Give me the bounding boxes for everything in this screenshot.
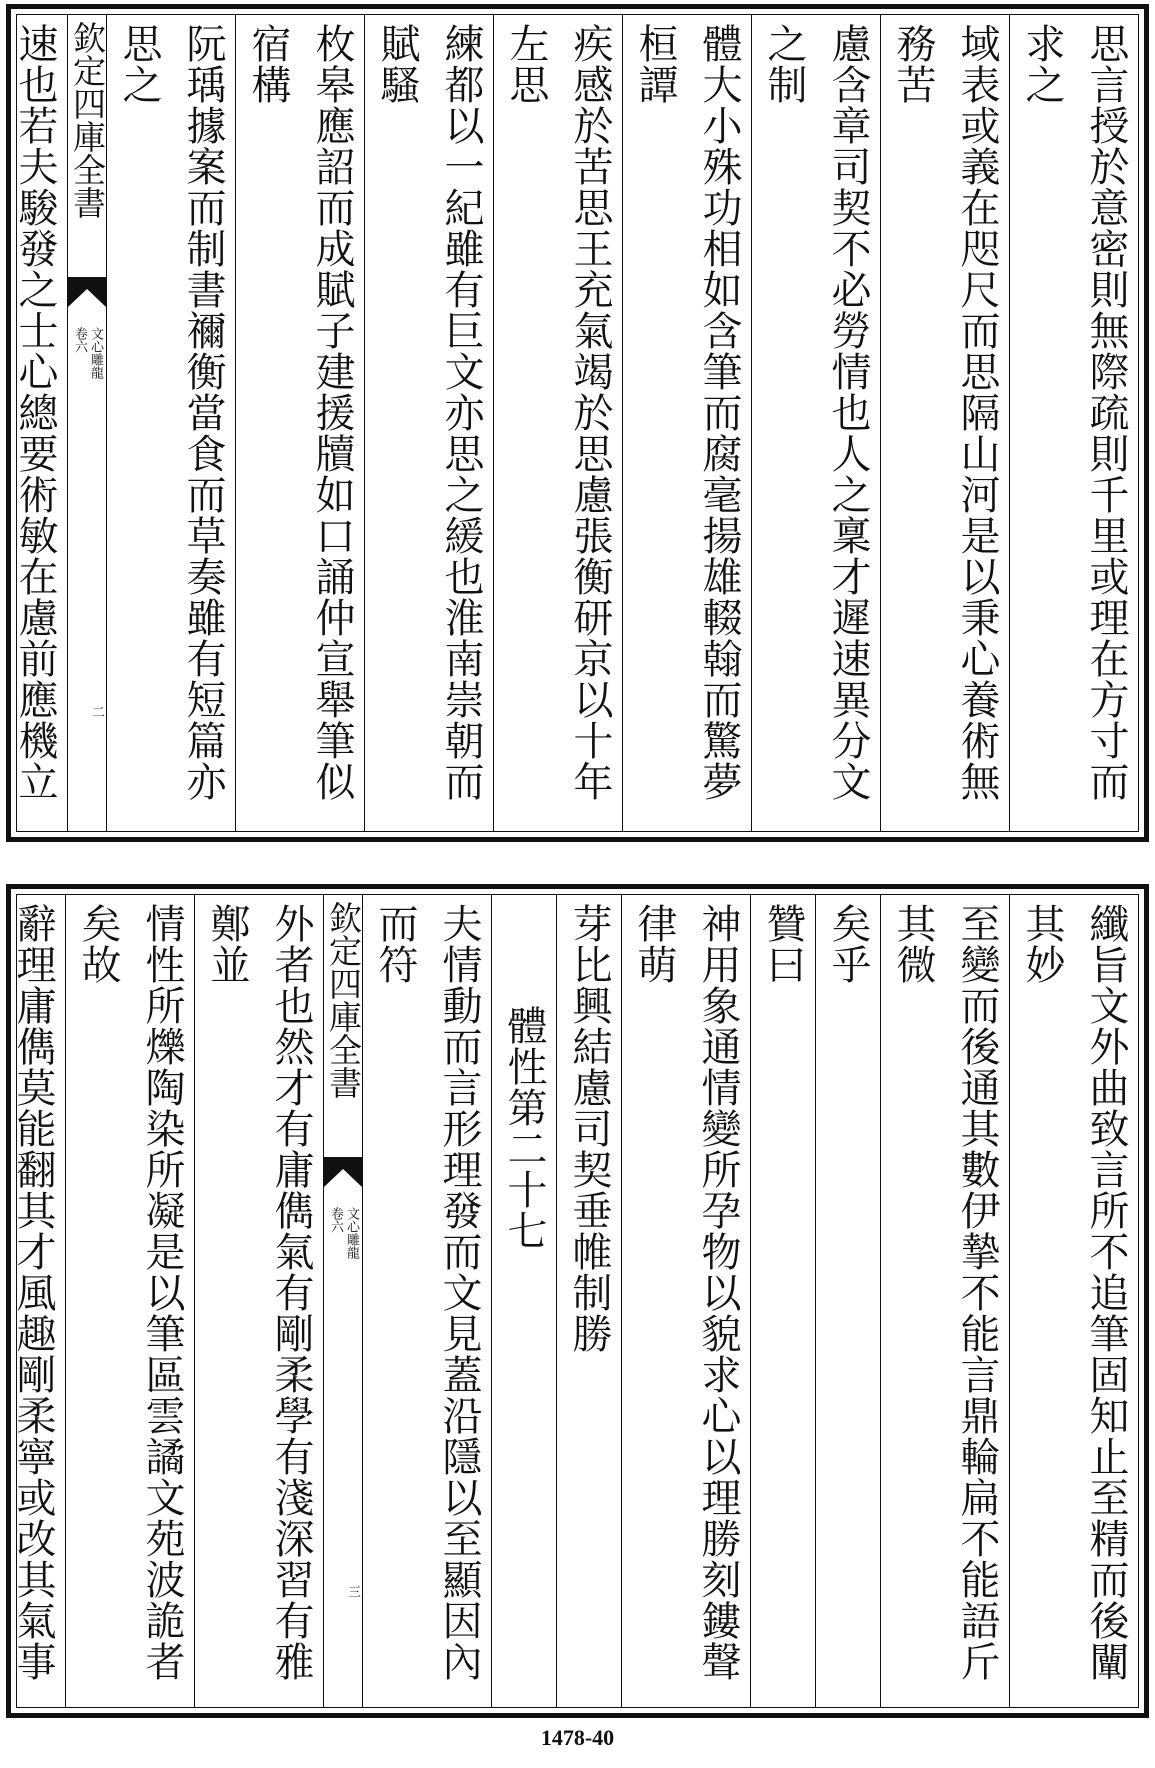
top-page-text-frame bbox=[12, 14, 1139, 832]
text-column: 思言授於意密則無際疏則千里或理在方寸而求之 bbox=[1009, 15, 1138, 831]
spine-book-title: 欽定四庫全書 bbox=[324, 901, 363, 1099]
center-spine bbox=[67, 15, 106, 831]
bottom-page bbox=[6, 884, 1149, 1718]
text-column: 情性所爍陶染所凝是以筆區雲譎文苑波詭者矣故 bbox=[65, 895, 194, 1707]
fishtail-mark-icon bbox=[68, 277, 106, 309]
text-column: 矣乎 bbox=[815, 895, 880, 1707]
text-column: 域表或義在咫尺而思隔山河是以秉心養術無務苦 bbox=[880, 15, 1009, 831]
chapter-heading: 體性第二十七 bbox=[491, 895, 556, 1707]
text-column: 纖旨文外曲致言所不追筆固知止至精而後闡其妙 bbox=[1009, 895, 1138, 1707]
spine-volume: 卷六 bbox=[72, 327, 87, 353]
text-column: 神用象通情變所孕物以貌求心以理勝刻鏤聲律萌 bbox=[621, 895, 750, 1707]
fishtail-mark-icon bbox=[324, 1157, 362, 1189]
spine-work-title: 文心雕龍 bbox=[344, 1207, 359, 1259]
text-column: 速也若夫駿發之士心總要術敏在慮前應機立 bbox=[0, 15, 67, 831]
spine-page-number: 三 bbox=[345, 1585, 360, 1598]
text-column: 阮瑀據案而制書禰衡當食而草奏雖有短篇亦思之 bbox=[106, 15, 235, 831]
text-column: 辭理庸儁莫能翻其才風趣剛柔寧或改其氣事 bbox=[0, 895, 65, 1707]
spine-work-info bbox=[68, 327, 106, 379]
text-column: 練都以一紀雖有巨文亦思之緩也淮南崇朝而賦騷 bbox=[364, 15, 493, 831]
top-page bbox=[6, 4, 1149, 842]
spine-book-title: 欽定四庫全書 bbox=[68, 21, 107, 219]
spine-page-number: 二 bbox=[89, 705, 104, 718]
spine-work-title: 文心雕龍 bbox=[88, 327, 103, 379]
text-column: 疾感於苦思王充氣竭於思慮張衡研京以十年左思 bbox=[493, 15, 622, 831]
text-column: 至變而後通其數伊摯不能言鼎輪扁不能語斤其微 bbox=[880, 895, 1009, 1707]
text-column: 體大小殊功相如含筆而腐毫揚雄輟翰而驚夢桓譚 bbox=[622, 15, 751, 831]
text-column: 慮含章司契不必勞情也人之稟才遲速異分文之制 bbox=[751, 15, 880, 831]
bottom-page-text-frame bbox=[10, 894, 1139, 1708]
text-column: 夫情動而言形理發而文見蓋沿隱以至顯因內而符 bbox=[362, 895, 491, 1707]
spine-work-info bbox=[324, 1207, 362, 1259]
spine-volume: 卷六 bbox=[328, 1207, 343, 1233]
text-column: 外者也然才有庸儁氣有剛柔學有淺深習有雅鄭並 bbox=[194, 895, 323, 1707]
text-column: 贊曰 bbox=[750, 895, 815, 1707]
text-column: 枚皋應詔而成賦子建援牘如口誦仲宣舉筆似宿構 bbox=[235, 15, 364, 831]
page-code-footer: 1478-40 bbox=[540, 1725, 615, 1750]
text-column: 芽比興結慮司契垂帷制勝 bbox=[556, 895, 621, 1707]
center-spine bbox=[323, 895, 362, 1707]
